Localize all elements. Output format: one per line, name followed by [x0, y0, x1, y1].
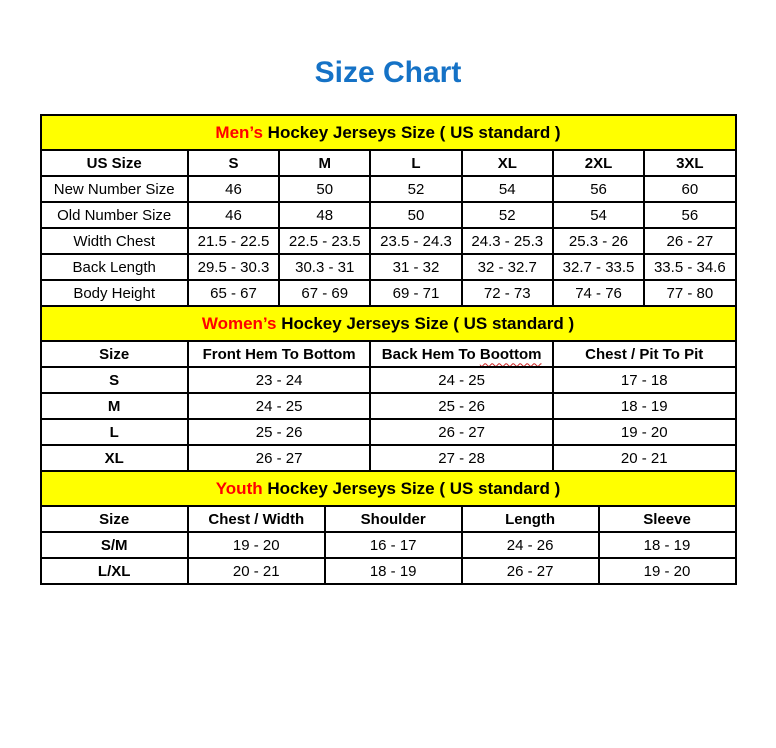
column-header-row — [41, 341, 736, 367]
data-cell: 46 — [188, 202, 279, 228]
row-label-cell: S — [41, 367, 188, 393]
column-header-cell: Shoulder — [325, 506, 462, 532]
table-row — [41, 202, 736, 228]
table-row — [41, 558, 736, 584]
data-cell: 26 - 27 — [644, 228, 735, 254]
data-cell: 30.3 - 31 — [279, 254, 370, 280]
data-cell: 25 - 26 — [370, 393, 553, 419]
table-row — [41, 280, 736, 306]
section-header-row — [41, 306, 736, 341]
data-cell: 21.5 - 22.5 — [188, 228, 279, 254]
data-cell: 25 - 26 — [188, 419, 371, 445]
data-cell: 24 - 26 — [462, 532, 599, 558]
data-cell: 56 — [644, 202, 735, 228]
data-cell: 20 - 21 — [553, 445, 736, 471]
column-header-cell: Size — [41, 341, 188, 367]
data-cell: 50 — [279, 176, 370, 202]
row-label-cell: New Number Size — [41, 176, 188, 202]
row-label-cell: Old Number Size — [41, 202, 188, 228]
data-cell: 25.3 - 26 — [553, 228, 644, 254]
table-row — [41, 176, 736, 202]
data-cell: 54 — [462, 176, 553, 202]
data-cell: 18 - 19 — [325, 558, 462, 584]
data-cell: 23.5 - 24.3 — [370, 228, 461, 254]
section-table-mens — [40, 114, 737, 307]
section-table-womens — [40, 305, 737, 472]
section-header-row — [41, 471, 736, 506]
section-table-youth — [40, 470, 737, 585]
data-cell: 32.7 - 33.5 — [553, 254, 644, 280]
data-cell: 60 — [644, 176, 735, 202]
data-cell: 19 - 20 — [599, 558, 736, 584]
row-label-cell: M — [41, 393, 188, 419]
column-header-cell: M — [279, 150, 370, 176]
data-cell: 24 - 25 — [188, 393, 371, 419]
table-row — [41, 254, 736, 280]
data-cell: 26 - 27 — [188, 445, 371, 471]
data-cell: 18 - 19 — [553, 393, 736, 419]
data-cell: 32 - 32.7 — [462, 254, 553, 280]
data-cell: 56 — [553, 176, 644, 202]
misspelled-word: Boottom — [479, 345, 542, 363]
section-title — [41, 471, 736, 506]
data-cell: 50 — [370, 202, 461, 228]
section-title — [41, 115, 736, 150]
data-cell: 33.5 - 34.6 — [644, 254, 735, 280]
column-header-cell: Size — [41, 506, 188, 532]
table-row — [41, 445, 736, 471]
data-cell: 48 — [279, 202, 370, 228]
page-title: Size Chart — [314, 56, 462, 89]
column-header-cell: Length — [462, 506, 599, 532]
section-title-rest: Hockey Jerseys Size ( US standard ) — [276, 313, 575, 333]
section-title-rest: Hockey Jerseys Size ( US standard ) — [262, 478, 561, 498]
column-header-cell: Chest / Width — [188, 506, 325, 532]
data-cell: 19 - 20 — [553, 419, 736, 445]
row-label-cell: L — [41, 419, 188, 445]
data-cell: 52 — [462, 202, 553, 228]
data-cell: 19 - 20 — [188, 532, 325, 558]
data-cell: 54 — [553, 202, 644, 228]
data-cell: 26 - 27 — [462, 558, 599, 584]
data-cell: 24.3 - 25.3 — [462, 228, 553, 254]
data-cell: 26 - 27 — [370, 419, 553, 445]
row-label-cell: S/M — [41, 532, 188, 558]
data-cell: 23 - 24 — [188, 367, 371, 393]
data-cell: 29.5 - 30.3 — [188, 254, 279, 280]
data-cell: 69 - 71 — [370, 280, 461, 306]
row-label-cell: Body Height — [41, 280, 188, 306]
size-chart-stack — [40, 114, 737, 585]
table-row — [41, 419, 736, 445]
data-cell: 24 - 25 — [370, 367, 553, 393]
data-cell: 22.5 - 23.5 — [279, 228, 370, 254]
section-title-rest: Hockey Jerseys Size ( US standard ) — [262, 122, 561, 142]
table-row — [41, 393, 736, 419]
section-title-highlight: Youth — [215, 478, 263, 498]
section-title-highlight: Men’s — [215, 122, 263, 142]
data-cell: 67 - 69 — [279, 280, 370, 306]
row-label-cell: Back Length — [41, 254, 188, 280]
section-header-row — [41, 115, 736, 150]
data-cell: 20 - 21 — [188, 558, 325, 584]
data-cell: 65 - 67 — [188, 280, 279, 306]
data-cell: 18 - 19 — [599, 532, 736, 558]
column-header-cell: US Size — [41, 150, 188, 176]
column-header-cell: Front Hem To Bottom — [188, 341, 371, 367]
column-header-row — [41, 506, 736, 532]
section-title — [41, 306, 736, 341]
table-row — [41, 228, 736, 254]
data-cell: 27 - 28 — [370, 445, 553, 471]
column-header-cell: L — [370, 150, 461, 176]
column-header-cell: 3XL — [644, 150, 735, 176]
column-header-cell: Back Hem To Boottom — [370, 341, 553, 367]
data-cell: 46 — [188, 176, 279, 202]
table-row — [41, 367, 736, 393]
column-header-cell: S — [188, 150, 279, 176]
data-cell: 77 - 80 — [644, 280, 735, 306]
data-cell: 74 - 76 — [553, 280, 644, 306]
data-cell: 52 — [370, 176, 461, 202]
column-header-row — [41, 150, 736, 176]
section-title-highlight: Women’s — [201, 313, 277, 333]
data-cell: 17 - 18 — [553, 367, 736, 393]
row-label-cell: Width Chest — [41, 228, 188, 254]
column-header-cell: XL — [462, 150, 553, 176]
data-cell: 31 - 32 — [370, 254, 461, 280]
column-header-cell: Chest / Pit To Pit — [553, 341, 736, 367]
column-header-cell: 2XL — [553, 150, 644, 176]
column-header-cell: Sleeve — [599, 506, 736, 532]
data-cell: 16 - 17 — [325, 532, 462, 558]
row-label-cell: XL — [41, 445, 188, 471]
row-label-cell: L/XL — [41, 558, 188, 584]
table-row — [41, 532, 736, 558]
data-cell: 72 - 73 — [462, 280, 553, 306]
